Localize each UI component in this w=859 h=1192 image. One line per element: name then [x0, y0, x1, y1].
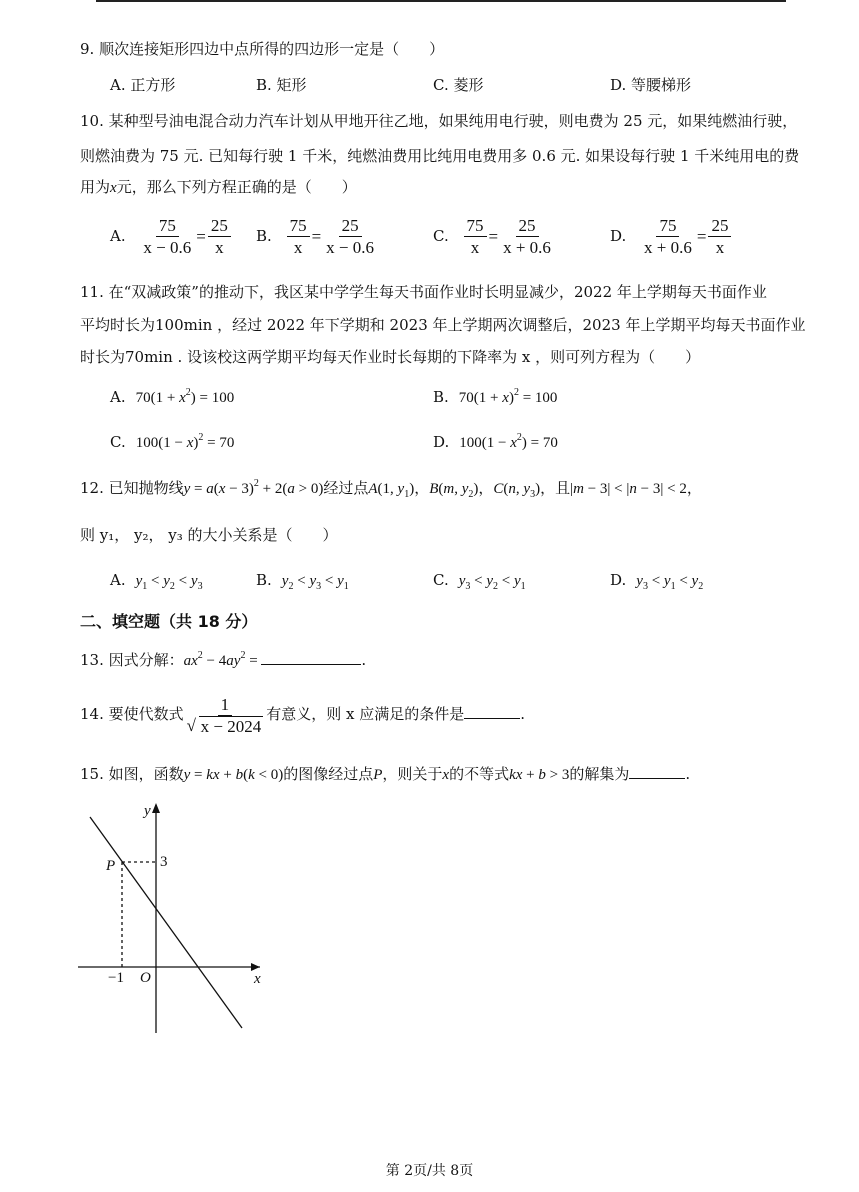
q9-option-c: C. 菱形: [433, 76, 484, 94]
q10-option-b: B. $\frac{75}{x}$ = $\frac{25}{x - 0.6}$: [256, 216, 375, 257]
q10-option-c: C. $\frac{75}{x}$ = $\frac{25}{x + 0.6}$: [433, 216, 551, 257]
q11-option-c: C. $100(1 - x)^2 = 70$: [110, 432, 235, 451]
q12-option-d: D. $y_3 < y_1 < y_2$: [610, 571, 704, 592]
q15-blank[interactable]: [629, 764, 685, 779]
q12-option-a: A. $y_1 < y_2 < y_3$: [110, 571, 203, 592]
y-arrow-icon: [152, 803, 160, 813]
x-label: x: [254, 971, 261, 987]
q11-option-b: B. $70(1 + x)^2 = 100$: [433, 387, 558, 406]
function-line: [90, 817, 242, 1028]
q12-line1: 12. 已知抛物线$y = a(x - 3)^2 + 2(a > 0)$经过点A(1, $y_1$)，B(m, $y_2$)，C(n, $y_3$)，且|m − 3| < |n − 3| < 2，: [80, 478, 702, 500]
q11-line1: 11. 在“双减政策”的推动下，我区某中学学生每天书面作业时长明显减少，2022 年上学期每天书面作业: [80, 283, 767, 301]
point-p-label: P: [106, 858, 116, 874]
q11-line2: 平均时长为100min ，经过 2022 年下学期和 2023 年上学期两次调整后，2023 年上学期平均每天书面作业: [80, 316, 806, 334]
q10-option-a: A. $\frac{75}{x - 0.6}$ = $\frac{25}{x}$: [110, 215, 231, 258]
q13-line: 13. 因式分解：$ax^2 - 4ay^2$ = .: [80, 650, 367, 669]
q12-option-b: B. $y_2 < y_3 < y_1$: [256, 571, 349, 592]
q14-blank[interactable]: [464, 704, 520, 719]
tick-3-label: 3: [160, 854, 168, 870]
y-label: y: [144, 803, 151, 819]
q10-line2: 则燃油费为 75 元. 已知每行驶 1 千米，纯燃油费用比纯用电费用多 0.6 元. 如果设每行驶 1 千米纯用电的费: [80, 147, 800, 165]
q9-option-a: A. 正方形: [110, 76, 176, 94]
q11-option-a: A. $70(1 + x^2) = 100$: [110, 387, 235, 406]
q12-line2: 则 y₁， y₂， y₃ 的大小关系是（ ）: [80, 526, 338, 544]
top-rule: [96, 0, 786, 2]
q13-blank[interactable]: [261, 650, 361, 665]
q10-option-d: D. $\frac{75}{x + 0.6}$ = $\frac{25}{x}$: [610, 215, 731, 258]
q9-option-d: D. 等腰梯形: [610, 76, 692, 94]
section-title: 二、填空题（共 18 分）: [80, 612, 258, 631]
q14-line: 14. 要使代数式 1 √ x − 2024 有意义，则 x 应满足的条件是 .: [80, 692, 525, 737]
q9-stem: 9. 顺次连接矩形四边中点所得的四边形一定是（ ）: [80, 40, 445, 58]
tick-neg1-label: −1: [108, 970, 124, 986]
q11-line3: 时长为70min . 设该校这两学期平均每天作业时长每期的下降率为 x ，则可列方程为（ ）: [80, 348, 701, 366]
q12-option-c: C. $y_3 < y_2 < y_1$: [433, 571, 526, 592]
q9-option-b: B. 矩形: [256, 76, 307, 94]
q10-line1: 10. 某种型号油电混合动力汽车计划从甲地开往乙地，如果纯用电行驶，则电费为 25 元，如果纯燃油行驶，: [80, 112, 798, 130]
x-arrow-icon: [251, 963, 260, 971]
q11-option-d: D. $100(1 - x^2) = 70$: [433, 432, 558, 451]
q10-line3: 用为x元，那么下列方程正确的是（ ）: [80, 178, 357, 196]
origin-label: O: [140, 970, 151, 986]
q15-line: 15. 如图，函数y = kx + b(k < 0)的图像经过点P，则关于x的不等式kx + b > 3的解集为 .: [80, 765, 691, 783]
graph-figure: [70, 795, 280, 1045]
page-footer: 第 2页/共 8页: [385, 1163, 474, 1179]
